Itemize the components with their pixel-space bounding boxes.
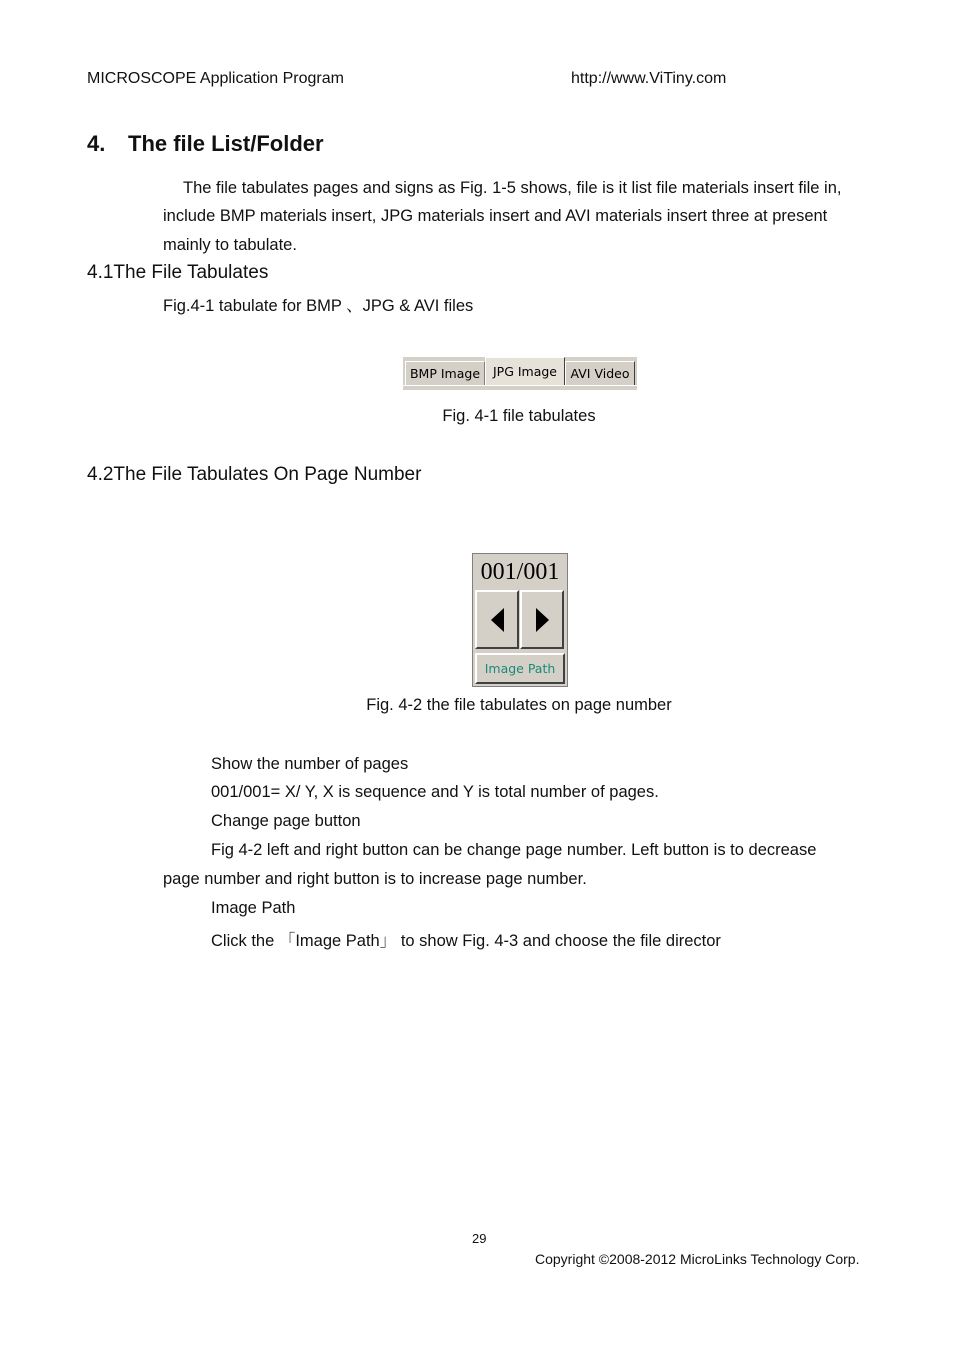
intro-line-2: include BMP materials insert, JPG materials insert and AVI materials insert three at present (163, 207, 828, 225)
left-arrow-icon (491, 608, 504, 632)
intro-line-1: The file tabulates pages and signs as Fig. 1-5 shows, file is it list file materials insert file in, (183, 179, 842, 197)
tab-strip-baseline (403, 385, 637, 386)
header-title: MICROSCOPE Application Program (87, 70, 344, 87)
header-url: http://www.ViTiny.com (571, 70, 727, 87)
subsection-4-1-note: Fig.4-1 tabulate for BMP 、JPG & AVI files (163, 297, 474, 315)
show-pages-heading: Show the number of pages (211, 755, 409, 773)
image-path-button[interactable]: Image Path (475, 653, 565, 684)
tab-avi-video[interactable]: AVI Video (565, 361, 635, 385)
fig-4-1-caption: Fig. 4-1 file tabulates (442, 407, 596, 425)
subsection-4-2-title: 4.2The File Tabulates On Page Number (87, 464, 422, 485)
change-page-description-2: page number and right button is to increase page number. (163, 870, 587, 888)
section-heading (87, 131, 324, 157)
page-number-panel (472, 553, 568, 687)
copyright: Copyright ©2008-2012 MicroLinks Technology Corp. (535, 1251, 860, 1267)
change-page-description-1: Fig 4-2 left and right button can be change page number. Left button is to decrease (211, 841, 817, 859)
tab-jpg-image[interactable]: JPG Image (485, 357, 565, 385)
change-page-heading: Change page button (211, 812, 361, 830)
image-path-heading: Image Path (211, 899, 296, 917)
section-title: The file List/Folder (128, 131, 324, 156)
tab-bmp-image[interactable]: BMP Image (405, 361, 485, 385)
page-number: 29 (472, 1231, 487, 1246)
next-page-button[interactable] (520, 590, 564, 649)
previous-page-button[interactable] (475, 590, 519, 649)
right-arrow-icon (536, 608, 549, 632)
show-pages-description: 001/001= X/ Y, X is sequence and Y is total number of pages. (211, 783, 659, 801)
fig-4-2-caption: Fig. 4-2 the file tabulates on page number (366, 696, 672, 714)
file-tab-strip (403, 357, 637, 390)
section-number: 4. (87, 131, 106, 156)
subsection-4-1-title: 4.1The File Tabulates (87, 262, 269, 283)
page-counter: 001/001 (480, 559, 560, 585)
image-path-description: Click the 「Image Path」 to show Fig. 4-3 and choose the file director (211, 932, 721, 950)
intro-line-3: mainly to tabulate. (163, 236, 297, 254)
